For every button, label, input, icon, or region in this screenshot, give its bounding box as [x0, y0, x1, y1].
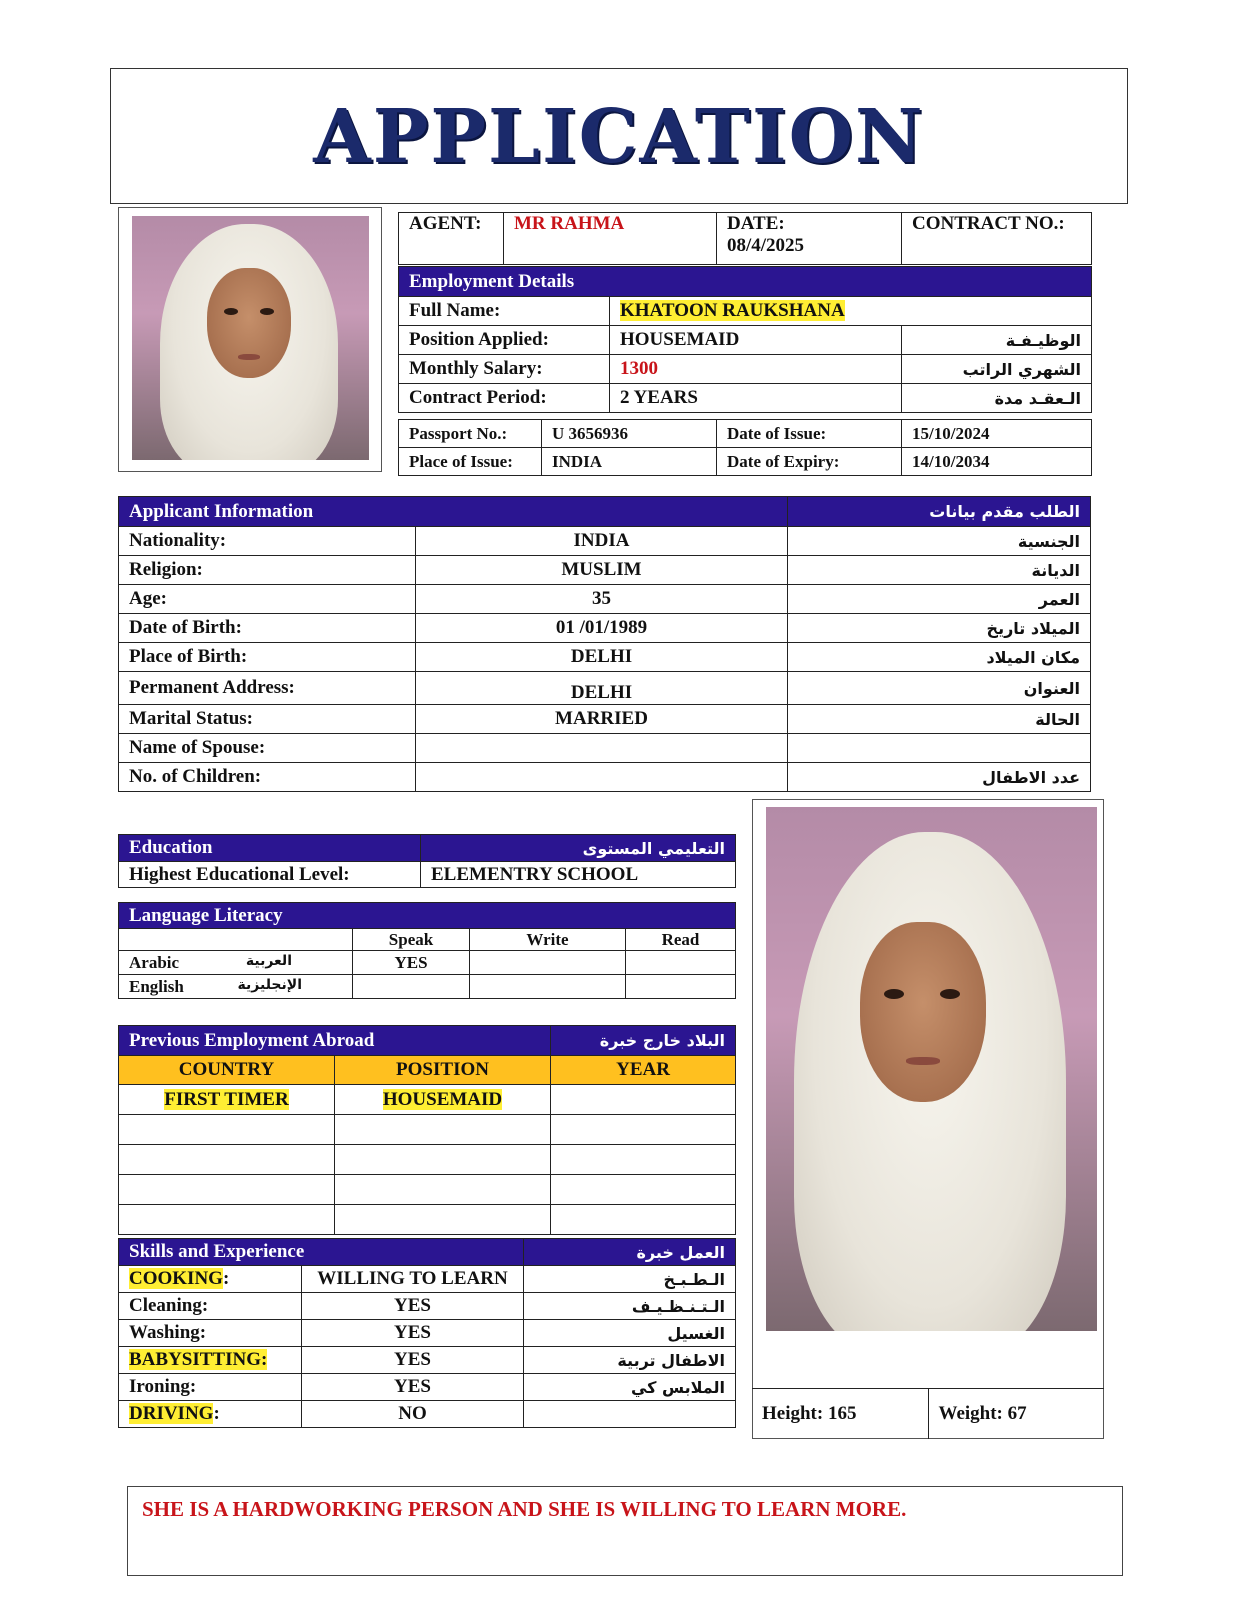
- age-value: 35: [416, 585, 788, 614]
- driving-ar: [524, 1401, 736, 1428]
- driving-label: DRIVING: [129, 1403, 214, 1424]
- english-write: [470, 975, 626, 999]
- full-name-label: Full Name:: [399, 297, 610, 326]
- photo-large-frame: [752, 799, 1104, 1439]
- dob-ar: الميلاد تاريخ: [788, 614, 1091, 643]
- date-value: 08/4/2025: [727, 235, 805, 256]
- education-table: [118, 834, 736, 888]
- employment-header: Employment Details: [399, 267, 1092, 297]
- applicant-header: Applicant Information: [119, 497, 788, 527]
- dob-label: Date of Birth:: [119, 614, 416, 643]
- ironing-value: YES: [302, 1374, 524, 1401]
- arabic-label-ar: العربية: [245, 952, 292, 969]
- marital-ar: الحالة: [788, 705, 1091, 734]
- babysitting-label-cell: [119, 1347, 302, 1374]
- pob-value: DELHI: [416, 643, 788, 672]
- arabic-read: [626, 951, 736, 975]
- english-label-ar: الإنجليزية: [237, 976, 302, 993]
- prev-empty-cell: [119, 1115, 335, 1145]
- english-label: English: [129, 976, 184, 996]
- spouse-value: [416, 734, 788, 763]
- previous-employment-table: [118, 1025, 736, 1235]
- driving-colon: :: [213, 1403, 220, 1424]
- expiry-label: Date of Expiry:: [717, 448, 902, 476]
- contract-label: CONTRACT NO.:: [902, 213, 1092, 265]
- marital-value: MARRIED: [416, 705, 788, 734]
- speak-col-header: Speak: [353, 929, 470, 951]
- prev-year: [551, 1085, 736, 1115]
- agent-table: [398, 212, 1092, 265]
- prev-empty-cell: [551, 1115, 736, 1145]
- prev-empty-cell: [335, 1175, 551, 1205]
- applicant-photo-large: [766, 807, 1097, 1331]
- skills-header: Skills and Experience: [119, 1239, 524, 1266]
- arabic-label: Arabic: [129, 952, 180, 972]
- education-header-ar: التعليمي المستوى: [421, 835, 736, 862]
- measurements-table: [752, 1388, 1104, 1439]
- position-label: Position Applied:: [399, 326, 610, 355]
- english-read: [626, 975, 736, 999]
- age-ar: العمر: [788, 585, 1091, 614]
- address-label: Permanent Address:: [119, 672, 416, 705]
- age-label: Age:: [119, 585, 416, 614]
- country-col-header: COUNTRY: [119, 1056, 335, 1085]
- prev-empty-cell: [335, 1115, 551, 1145]
- year-col-header: YEAR: [551, 1056, 736, 1085]
- washing-value: YES: [302, 1320, 524, 1347]
- position-col-header: POSITION: [335, 1056, 551, 1085]
- prev-empty-cell: [551, 1145, 736, 1175]
- weight-value: Weight: 67: [928, 1389, 1104, 1439]
- place-issue-label: Place of Issue:: [399, 448, 542, 476]
- pob-ar: مكان الميلاد: [788, 643, 1091, 672]
- passport-no-value: U 3656936: [542, 420, 717, 448]
- prev-empty-cell: [119, 1145, 335, 1175]
- prev-empty-cell: [551, 1205, 736, 1235]
- religion-ar: الديانة: [788, 556, 1091, 585]
- washing-label: Washing:: [119, 1320, 302, 1347]
- cleaning-ar: الـتـنـظـيـف: [524, 1293, 736, 1320]
- previous-header-ar: البلاد خارج خبرة: [551, 1026, 736, 1056]
- agent-value: MR RAHMA: [504, 213, 717, 265]
- position-value: HOUSEMAID: [610, 326, 902, 355]
- prev-empty-cell: [119, 1205, 335, 1235]
- passport-no-label: Passport No.:: [399, 420, 542, 448]
- period-label: Contract Period:: [399, 384, 610, 413]
- remarks-text: SHE IS A HARDWORKING PERSON AND SHE IS WILLING TO LEARN MORE.: [142, 1497, 907, 1521]
- arabic-write: [470, 951, 626, 975]
- prev-position-cell: [335, 1085, 551, 1115]
- applicant-photo-small: [132, 216, 369, 460]
- pob-label: Place of Birth:: [119, 643, 416, 672]
- language-header: Language Literacy: [119, 903, 736, 929]
- remarks-box: [127, 1486, 1123, 1576]
- driving-value: NO: [302, 1401, 524, 1428]
- photo-small-frame: [118, 207, 382, 472]
- babysitting-value: YES: [302, 1347, 524, 1374]
- height-value: Height: 165: [752, 1389, 928, 1439]
- applicant-header-ar: الطلب مقدم بيانات: [788, 497, 1091, 527]
- children-label: No. of Children:: [119, 763, 416, 792]
- cleaning-label: Cleaning:: [119, 1293, 302, 1320]
- arabic-row-label: [119, 951, 353, 975]
- education-header: Education: [119, 835, 421, 862]
- cooking-value: WILLING TO LEARN: [302, 1266, 524, 1293]
- dob-value: 01 /01/1989: [416, 614, 788, 643]
- employment-table: [398, 266, 1092, 413]
- language-table: [118, 902, 736, 999]
- babysitting-ar: الاطفال تربية: [524, 1347, 736, 1374]
- passport-table: [398, 419, 1092, 476]
- religion-label: Religion:: [119, 556, 416, 585]
- prev-country: FIRST TIMER: [164, 1088, 289, 1110]
- previous-header: Previous Employment Abroad: [119, 1026, 551, 1056]
- cooking-ar: الـطـبـخ: [524, 1266, 736, 1293]
- applicant-table: [118, 496, 1091, 792]
- english-speak: [353, 975, 470, 999]
- page-title: APPLICATION: [313, 94, 925, 180]
- agent-label: AGENT:: [399, 213, 504, 265]
- english-row-label: [119, 975, 353, 999]
- prev-empty-cell: [119, 1175, 335, 1205]
- ironing-label: Ironing:: [119, 1374, 302, 1401]
- issue-date-label: Date of Issue:: [717, 420, 902, 448]
- language-corner: [119, 929, 353, 951]
- washing-ar: الغسيل: [524, 1320, 736, 1347]
- issue-date-value: 15/10/2024: [902, 420, 1092, 448]
- nationality-label: Nationality:: [119, 527, 416, 556]
- read-col-header: Read: [626, 929, 736, 951]
- prev-empty-cell: [335, 1145, 551, 1175]
- prev-empty-cell: [335, 1205, 551, 1235]
- place-issue-value: INDIA: [542, 448, 717, 476]
- cleaning-value: YES: [302, 1293, 524, 1320]
- spouse-label: Name of Spouse:: [119, 734, 416, 763]
- ironing-ar: الملابس كي: [524, 1374, 736, 1401]
- position-ar: الوظيـفـة: [902, 326, 1092, 355]
- marital-label: Marital Status:: [119, 705, 416, 734]
- expiry-value: 14/10/2034: [902, 448, 1092, 476]
- date-cell: [717, 213, 902, 265]
- full-name-value: KHATOON RAUKSHANA: [620, 300, 845, 321]
- children-value: [416, 763, 788, 792]
- education-value: ELEMENTRY SCHOOL: [421, 862, 736, 888]
- nationality-ar: الجنسية: [788, 527, 1091, 556]
- prev-empty-cell: [551, 1175, 736, 1205]
- period-value: 2 YEARS: [610, 384, 902, 413]
- arabic-speak: YES: [353, 951, 470, 975]
- full-name-cell: [610, 297, 1092, 326]
- cooking-colon: :: [222, 1268, 230, 1289]
- children-ar: عدد الاطفال: [788, 763, 1091, 792]
- babysitting-label: BABYSITTING:: [129, 1349, 268, 1370]
- education-label: Highest Educational Level:: [119, 862, 421, 888]
- cooking-label-cell: [119, 1266, 302, 1293]
- religion-value: MUSLIM: [416, 556, 788, 585]
- date-label: DATE:: [727, 213, 785, 234]
- salary-label: Monthly Salary:: [399, 355, 610, 384]
- address-ar: العنوان: [788, 672, 1091, 705]
- title-box: [110, 68, 1128, 204]
- salary-ar: الشهري الراتب: [902, 355, 1092, 384]
- skills-table: [118, 1238, 736, 1428]
- nationality-value: INDIA: [416, 527, 788, 556]
- driving-label-cell: [119, 1401, 302, 1428]
- period-ar: الـعقـد مدة: [902, 384, 1092, 413]
- address-value: DELHI: [416, 672, 788, 705]
- prev-country-cell: [119, 1085, 335, 1115]
- spouse-ar: [788, 734, 1091, 763]
- prev-position: HOUSEMAID: [382, 1088, 503, 1110]
- write-col-header: Write: [470, 929, 626, 951]
- skills-header-ar: العمل خبرة: [524, 1239, 736, 1266]
- salary-value: 1300: [610, 355, 902, 384]
- cooking-label: COOKING: [129, 1268, 223, 1289]
